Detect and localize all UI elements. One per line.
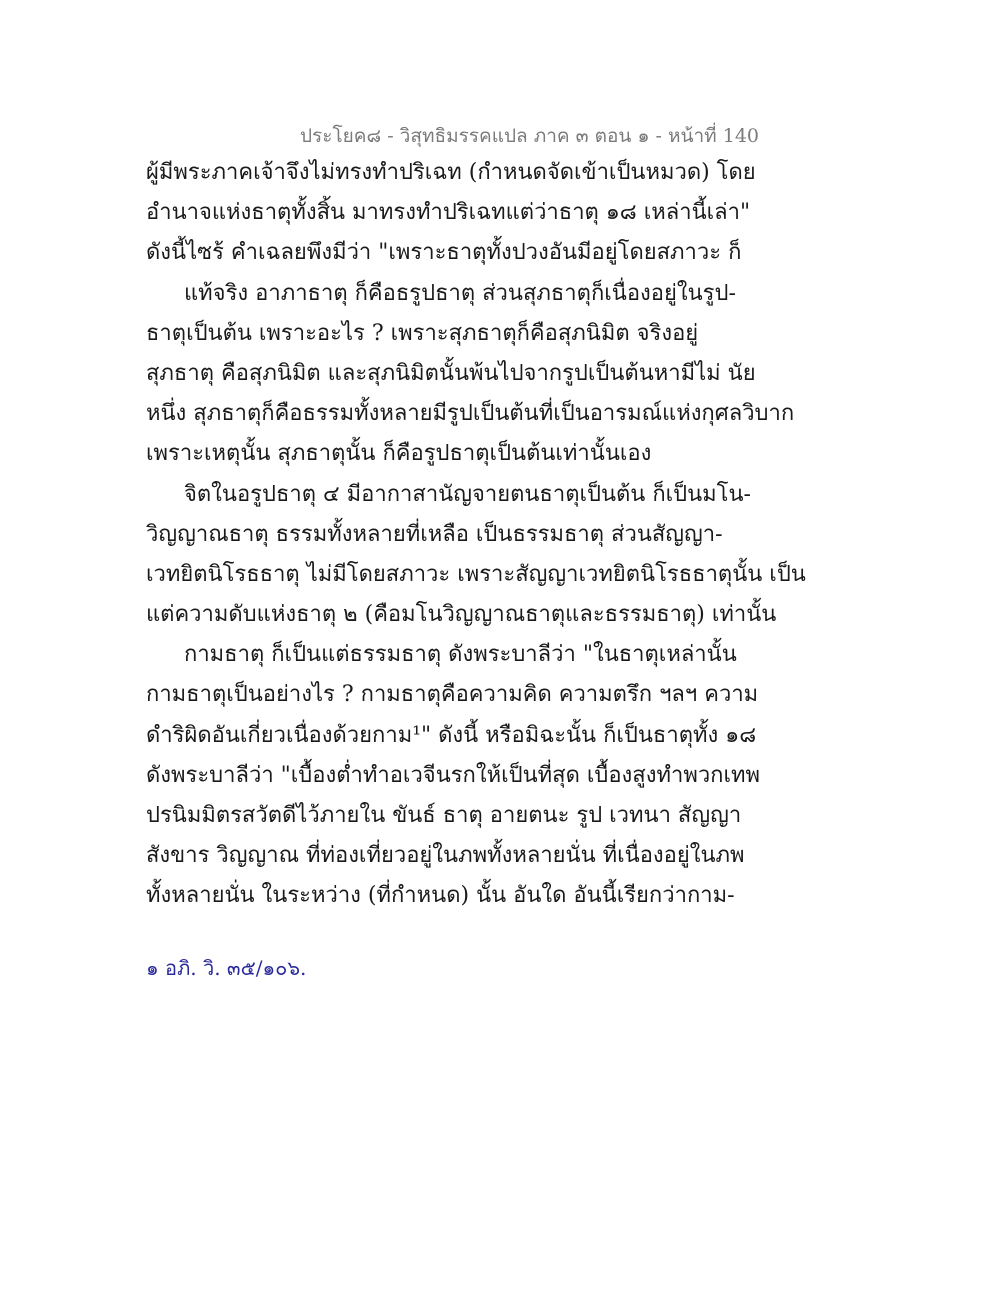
text-line: สังขาร วิญญาณ ที่ท่องเที่ยวอยู่ในภพทั้งหลายนั่น ที่เนื่องอยู่ในภพ [146,843,745,869]
text-line: เวทยิตนิโรธธาตุ ไม่มีโดยสภาวะ เพราะสัญญาเวทยิตนิโรธธาตุนั้น เป็น [146,561,806,587]
text-line: ปรนิมมิตรสวัตดีไว้ภายใน ขันธ์ ธาตุ อายตนะ รูป เวทนา สัญญา [146,803,742,828]
text-line: หนึ่ง สุภธาตุก็คือธรรมทั้งหลายมีรูปเป็นต้นที่เป็นอารมณ์แห่งกุศลวิบาก [146,401,795,427]
text-line: วิญญาณธาตุ ธรรมทั้งหลายที่เหลือ เป็นธรรมธาตุ ส่วนสัญญา- [146,521,723,547]
page-header: ประโยค๘ - วิสุทธิมรรคแปล ภาค ๓ ตอน ๑ - หน้าที่ 140 [300,125,760,147]
text-line: ธาตุเป็นต้น เพราะอะไร ? เพราะสุภธาตุก็คือสุภนิมิต จริงอยู่ [146,320,699,346]
text-line: ผู้มีพระภาคเจ้าจึงไม่ทรงทำปริเฉท (กำหนดจัดเข้าเป็นหมวด) โดย [146,160,756,185]
paragraph-start-line: แท้จริง อาภาธาตุ ก็คือธรูปธาตุ ส่วนสุภธาตุก็เนื่องอยู่ในรูป- [184,280,736,306]
text-line: ทั้งหลายนั่น ในระหว่าง (ที่กำหนด) นั้น อันใด อันนี้เรียกว่ากาม- [146,883,735,909]
body-text [146,153,806,917]
paragraph-start-line: จิตในอรูปธาตุ ๔ มีอากาสานัญจายตนธาตุเป็นต้น ก็เป็นมโน- [184,481,751,507]
text-line: กามธาตุเป็นอย่างไร ? กามธาตุคือความคิด ความตรึก ฯลฯ ความ [146,682,759,708]
text-line: สุภธาตุ คือสุภนิมิต และสุภนิมิตนั้นพ้นไปจากรูปเป็นต้นหามีไม่ นัย [146,360,756,386]
text-line: ดำริผิดอันเกี่ยวเนื่องด้วยกาม¹" ดังนี้ หรือมิฉะนั้น ก็เป็นธาตุทั้ง ๑๘ [146,722,757,748]
text-line: ดังพระบาลีว่า "เบื้องต่ำทำอเวจีนรกให้เป็นที่สุด เบื้องสูงทำพวกเทพ [146,762,761,788]
text-line: เพราะเหตุนั้น สุภธาตุนั้น ก็คือรูปธาตุเป็นต้นเท่านั้นเอง [146,441,652,467]
paragraph-start-line: กามธาตุ ก็เป็นแต่ธรรมธาตุ ดังพระบาลีว่า "ในธาตุเหล่านั้น [184,642,737,668]
footnote: ๑ อภิ. วิ. ๓๕/๑๐๖. [146,956,307,980]
text-line: แต่ความดับแห่งธาตุ ๒ (คือมโนวิญญาณธาตุและธรรมธาตุ) เท่านั้น [146,602,777,628]
text-line: อำนาจแห่งธาตุทั้งสิ้น มาทรงทำปริเฉทแต่ว่าธาตุ ๑๘ เหล่านี้เล่า" [146,200,751,226]
text-line: ดังนี้ไซร้ คำเฉลยพึงมีว่า "เพราะธาตุทั้งปวงอันมีอยู่โดยสภาวะ ก็ [146,240,742,266]
